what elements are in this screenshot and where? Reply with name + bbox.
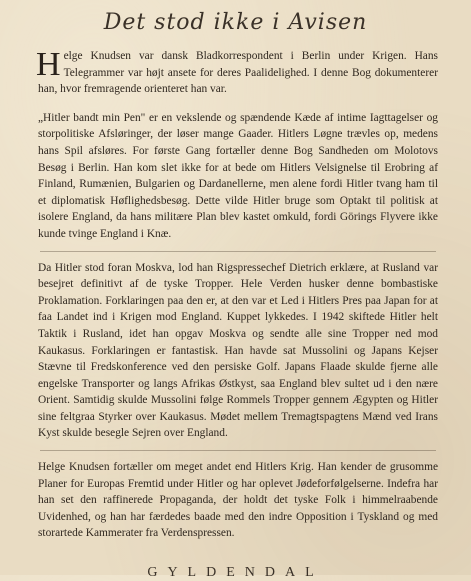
intro-paragraph [38, 48, 438, 98]
drop-cap: H [36, 46, 61, 83]
intro-text: elge Knudsen var dansk Bladkorrespondent i Berlin under Krigen. Hans Telegrammer var højt ansete for deres Paalidelighed. I denne Bog dokumenterer han, hvor fremragende orienteret han var. [38, 50, 438, 96]
paragraph-3: Helge Knudsen fortæller om meget andet end Hitlers Krig. Han kender de grusomme Planer for Europas Fremtid under Hitler og har oplevet Jødeforfølgelserne. Indefra har han set den raffinerede Propaganda, der holdt det tyske Folk i himmelraabende Uvidenhed, og han har færdedes baade med den indre Opposition i Tyskland og med storartede Kammerater fra Verdenspressen. [38, 461, 438, 540]
section-divider [40, 450, 436, 451]
body-text [38, 48, 438, 550]
paragraph-1: „Hitler bandt min Pen" er en vekslende og spændende Kæde af intime Iagttagelser og storpolitiske Afsløringer, der løser mange Gaader. Hitlers Løgne trævles op, medens hans Spil afsløres. For første Gang fortæller denne Bog Sandheden om Molotovs Besøg i Berlin. Han kom slet ikke for at bede om Hitlers Velsignelse til Erobring af Finland, Rumænien, Bulgarien og Dardanellerne, men alene fordi Hitler tvang ham til et diplomatisk Høflighedsbesøg. Dette vilde Hitler bruge som Optakt til politisk at isolere England, da hans militære Plan blev kastet omkuld, fordi Görings Flyvere ikke kunde tvinge England i Knæ. [38, 111, 438, 240]
page-title: Det stod ikke i Avisen [103, 10, 368, 35]
paragraph-2: Da Hitler stod foran Moskva, lod han Rigspressechef Dietrich erklære, at Rusland var besejret definitivt af de tyske Tropper. Hele Verden husker denne bombastiske Proklamation. Forklaringen paa den er, at den var et Led i Hitlers Pres paa Japan for at faa Landet ind i Krigen mod England. Kuppet lykkedes. I 1942 skiftede Hitler helt Taktik i Rusland, idet han opgav Moskva og sendte alle sine Tropper ned mod Kaukasus. Forklaringen er fantastisk. Han havde sat Mussolini og Japans Kejser Stævne til Fredskonference ved den persiske Golf. Japans Flaade skulde fjerne alle engelske Transporter og langs Afrikas Østkyst, saa England blev sultet ud i den nære Orient. Samtidig skulde Mussolini følge Rommels Tropper gennem Ægypten og Hitler sine feltgraa Styrker over Kaukasus. Mødet mellem Tremagtspagtens Mænd ved Irans Kyst skulde besegle Sejren over England. [38, 261, 438, 440]
publisher-mark: GYLDENDAL [147, 565, 324, 580]
section-divider [40, 251, 436, 252]
